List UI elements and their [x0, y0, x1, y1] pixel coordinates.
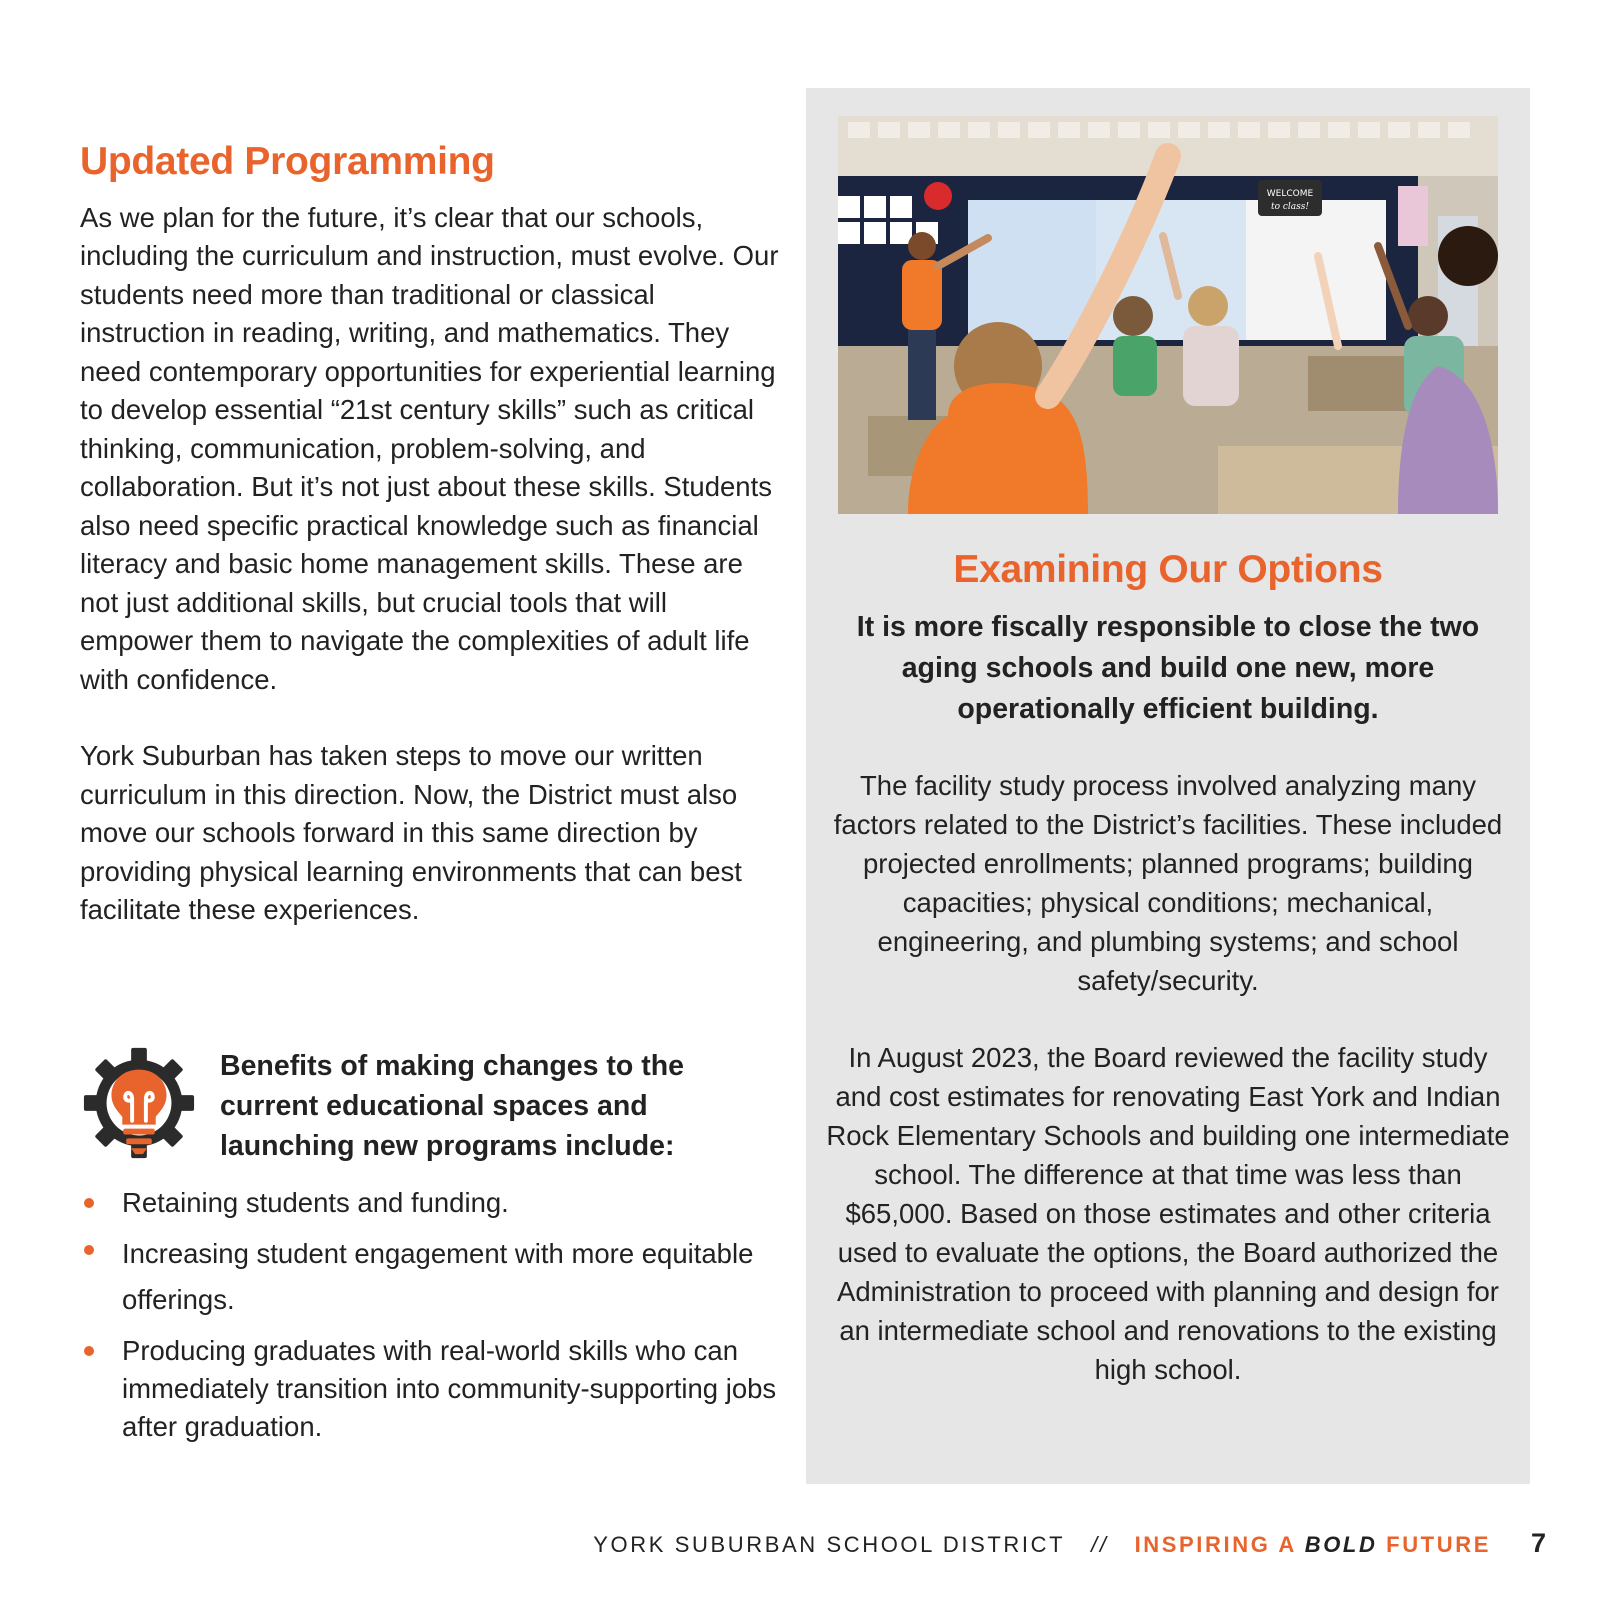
bullet-dot-icon [84, 1198, 94, 1208]
list-item: Increasing student engagement with more equitable offerings. [80, 1231, 780, 1323]
programming-paragraph-1: As we plan for the future, it’s clear that our schools, including the curriculum and instruction, must evolve. Our students need more than traditional or classical instruction in reading, writing, and mathematics. They need contemporary opportunities for experiential learning to develop essential “21st century skills” such as critical thinking, communication, problem-solving, and collaboration. But it’s not just about these skills. Students also need specific practical knowledge such as financial literacy and basic home management skills. These are not just additional skills, but crucial tools that will empower them to navigate the complexities of adult life with confidence. [80, 201, 779, 695]
programming-paragraph-2: York Suburban has taken steps to move our written curriculum in this direction. Now, the District must also move our schools forward in this same direction by providing physical learning environments that can best facilitate these experiences. [80, 740, 742, 926]
bullet-dot-icon [84, 1245, 94, 1255]
gear-lightbulb-icon [80, 1044, 198, 1162]
updated-programming-section [80, 140, 780, 930]
footer-district-name: YORK SUBURBAN SCHOOL DISTRICT [593, 1532, 1066, 1557]
board-review-paragraph: In August 2023, the Board reviewed the facility study and cost estimates for renovating East York and Indian Rock Elementary Schools and building one intermediate school. The difference at that time was less than $65,000. Based on those estimates and other criteria used to evaluate the options, the Board authorized the Administration to proceed with planning and design for an intermediate school and renovations to the existing high school. [826, 1041, 1510, 1385]
footer-separator: // [1091, 1532, 1109, 1557]
page-number: 7 [1530, 1528, 1546, 1558]
examining-options-lead: It is more fiscally responsible to close the two aging schools and build one new, more operationally efficient building. [856, 610, 1480, 725]
to-class-sign-text: to class! [1270, 202, 1310, 212]
bullet-dot-icon [84, 1346, 94, 1356]
footer-tagline: INSPIRING A BOLD FUTURE [1134, 1532, 1491, 1557]
benefits-title: Benefits of making changes to the current educational spaces and launching new programs include: [220, 1050, 684, 1162]
benefits-list [80, 1184, 780, 1446]
facility-study-paragraph: The facility study process involved analyzing many factors related to the District’s facilities. These included projected enrollments; planned programs; building capacities; physical conditions; mechanical, engineering, and plumbing systems; and school safety/security. [833, 769, 1503, 996]
updated-programming-heading: Updated Programming [80, 140, 495, 183]
list-item: Retaining students and funding. [80, 1184, 780, 1222]
examining-options-panel [806, 88, 1530, 1484]
examining-options-heading: Examining Our Options [953, 548, 1383, 591]
classroom-photo-illustration [838, 116, 1498, 514]
benefits-section [80, 1042, 780, 1455]
page-footer [593, 1528, 1546, 1559]
welcome-sign-text: WELCOME [1266, 189, 1314, 199]
list-item: Producing graduates with real-world skills who can immediately transition into community-supporting jobs after graduation. [80, 1332, 780, 1446]
classroom-photo [838, 116, 1498, 514]
examining-options-content [826, 548, 1510, 1389]
